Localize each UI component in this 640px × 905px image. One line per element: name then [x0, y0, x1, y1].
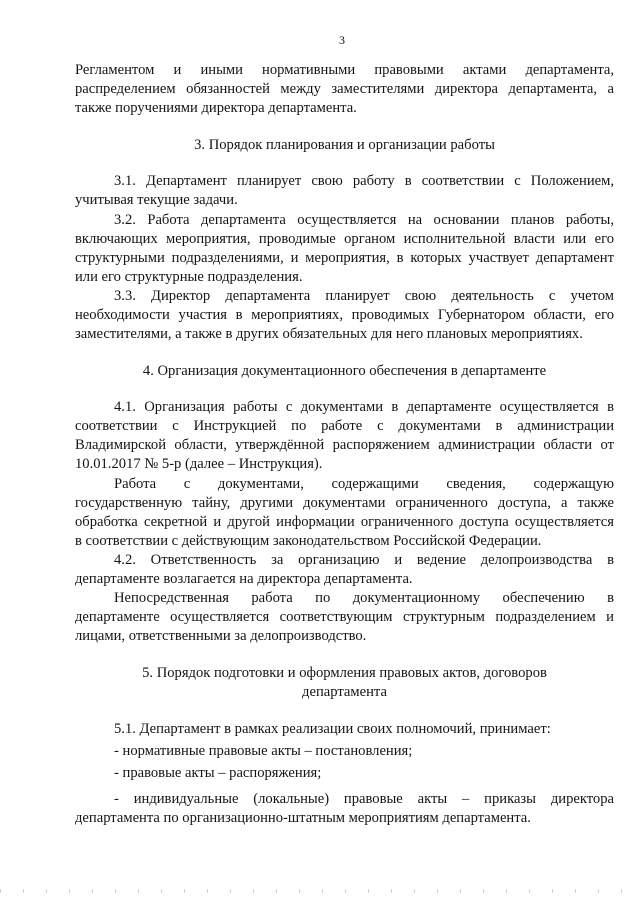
- paragraph-3-3-line: заместителями, а также в других обязательных для него плановых мероприятиях.: [75, 326, 583, 342]
- scan-artifact-line: [0, 889, 640, 893]
- paragraph-3-2-line: включающих мероприятия, проводимые органом исполнительной власти или его: [75, 231, 614, 247]
- paragraph-4-1-line: Владимирской области, утверждённой распоряжением администрации области от: [75, 437, 614, 453]
- paragraph-4-1b-line: государственную тайну, другими документами ограниченного доступа, а также: [75, 495, 614, 511]
- paragraph-4-2b-line: департаменте осуществляется соответствующим структурным подразделением и: [75, 609, 614, 625]
- section-3-heading: 3. Порядок планирования и организации работы: [194, 137, 495, 153]
- list-item: - нормативные правовые акты – постановления;: [114, 743, 413, 759]
- paragraph-4-1b-line: в соответствии с действующим законодательством Российской Федерации.: [75, 533, 542, 549]
- paragraph-5-1: 5.1. Департамент в рамках реализации своих полномочий, принимает:: [114, 721, 551, 737]
- intro-line: Регламентом и иными нормативными правовыми актами департамента,: [75, 62, 614, 78]
- paragraph-3-2-line: структурными подразделениями, и мероприятия, в которых участвует департамент: [75, 250, 614, 266]
- section-5-heading: 5. Порядок подготовки и оформления правовых актов, договоров: [142, 665, 547, 681]
- section-4-heading: 4. Организация документационного обеспечения в департаменте: [142, 363, 547, 379]
- paragraph-4-2b-line: лицами, ответственными за делопроизводство.: [75, 628, 367, 644]
- page-number: 3: [339, 33, 345, 47]
- paragraph-4-2-line: департаменте возлагается на директора департамента.: [75, 571, 413, 587]
- list-item: - правовые акты – распоряжения;: [114, 765, 322, 781]
- paragraph-3-3-line: необходимости участия в мероприятиях, проводимых Губернатором области, его: [75, 307, 614, 323]
- list-item: - индивидуальные (локальные) правовые акты – приказы директора: [114, 791, 614, 807]
- section-5-heading: департамента: [302, 684, 387, 700]
- list-item: департамента по организационно-штатным мероприятиям департамента.: [75, 810, 531, 826]
- paragraph-4-2b-line: Непосредственная работа по документационному обеспечению в: [114, 590, 614, 606]
- paragraph-4-1b-line: Работа с документами, содержащими сведения, содержащую: [114, 476, 614, 492]
- paragraph-4-1b-line: обработка секретной и другой информации ограниченного доступа осуществляется: [75, 514, 614, 530]
- intro-line: также поручениями директора департамента.: [75, 100, 357, 116]
- paragraph-3-3-line: 3.3. Директор департамента планирует свою деятельность с учетом: [114, 288, 614, 304]
- paragraph-4-1-line: соответствии с Инструкцией по работе с документами в администрации: [75, 418, 614, 434]
- paragraph-4-1-line: 10.01.2017 № 5-р (далее – Инструкция).: [75, 456, 323, 472]
- paragraph-3-2-line: 3.2. Работа департамента осуществляется на основании планов работы,: [114, 212, 614, 228]
- paragraph-3-1-line: учитывая текущие задачи.: [75, 192, 238, 208]
- intro-line: распределением обязанностей между заместителями директора департамента, а: [75, 81, 614, 97]
- paragraph-4-1-line: 4.1. Организация работы с документами в департаменте осуществляется в: [114, 399, 614, 415]
- paragraph-4-2-line: 4.2. Ответственность за организацию и ведение делопроизводства в: [114, 552, 614, 568]
- paragraph-3-1-line: 3.1. Департамент планирует свою работу в соответствии с Положением,: [114, 173, 614, 189]
- paragraph-3-2-line: или его структурные подразделения.: [75, 269, 303, 285]
